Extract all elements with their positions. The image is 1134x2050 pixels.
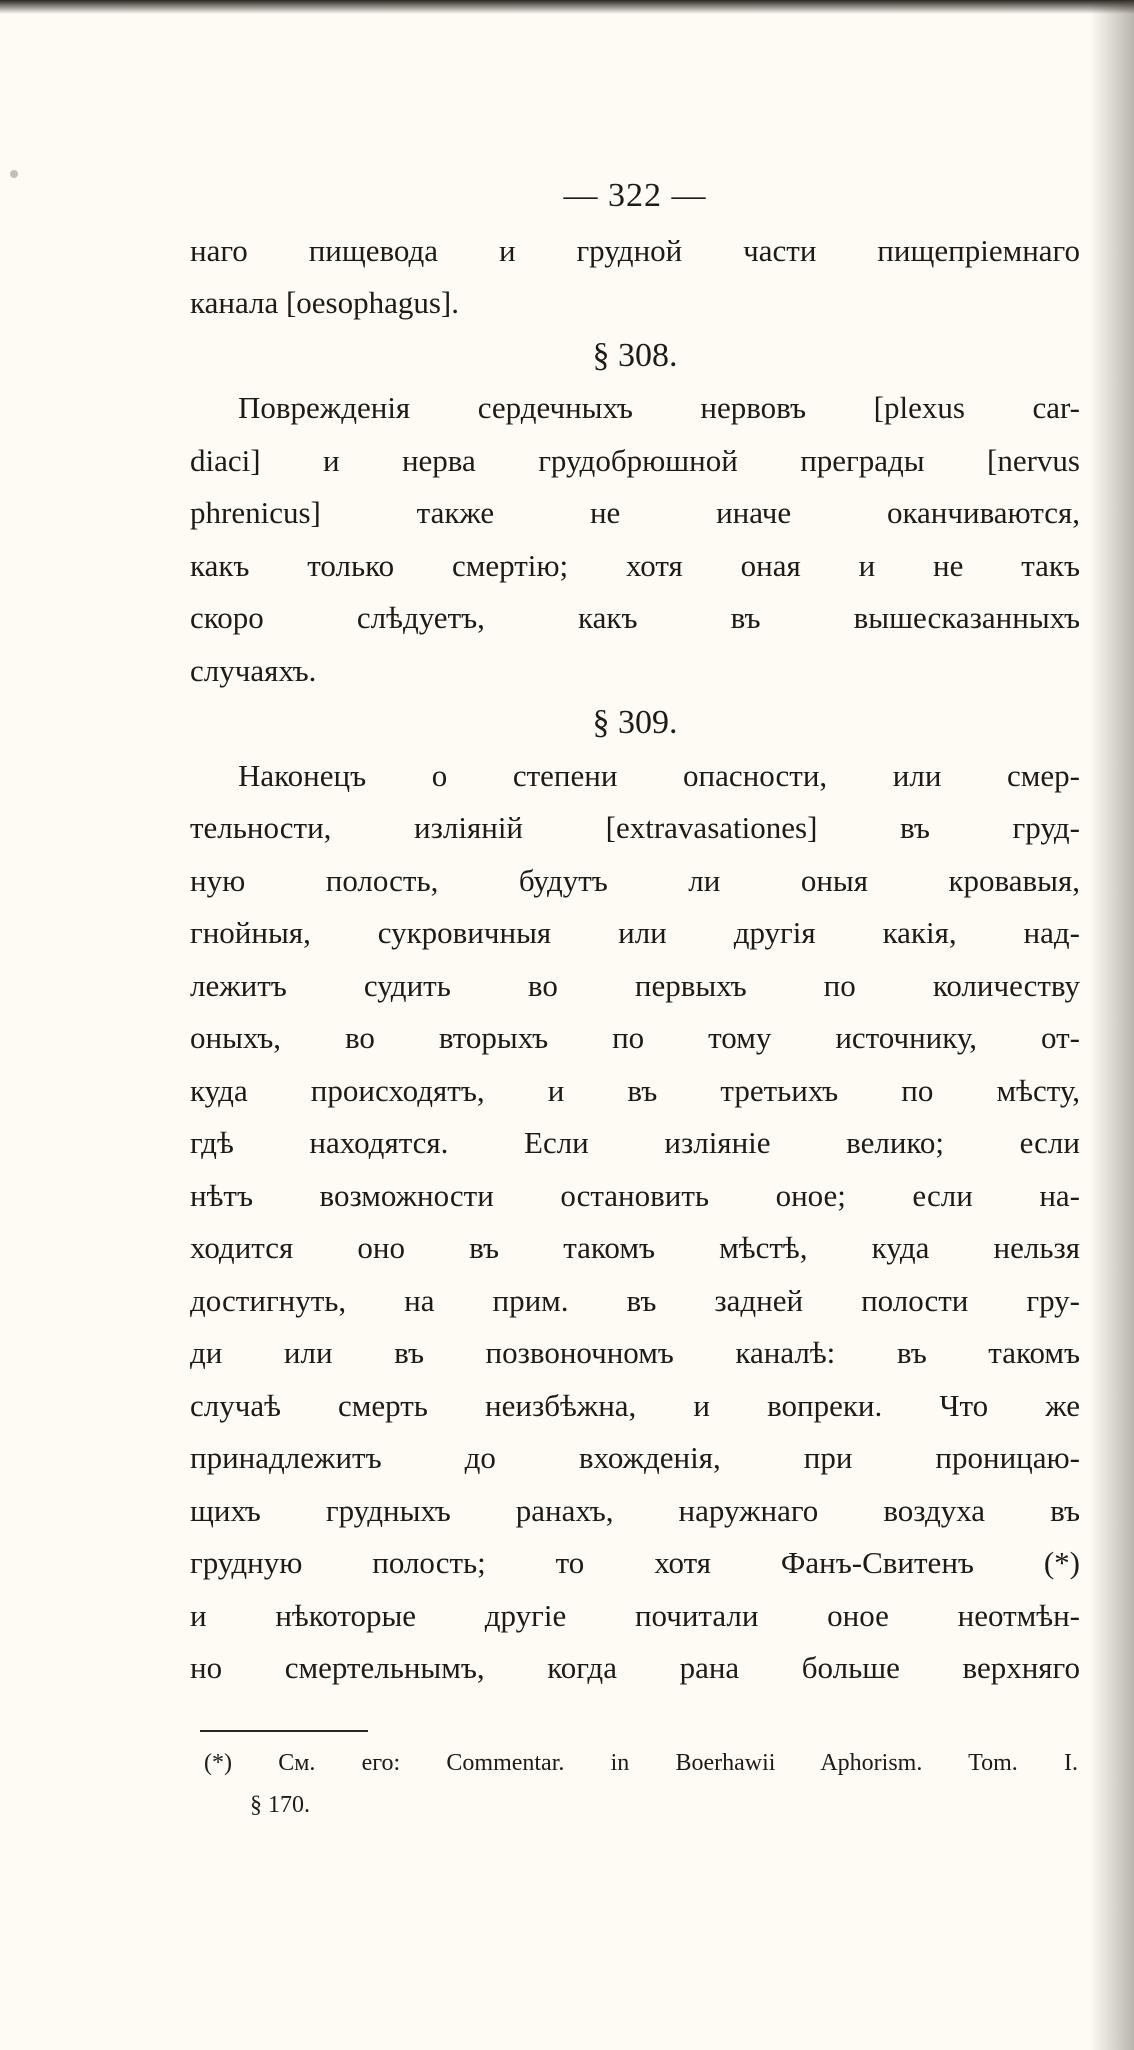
text-line: phrenicus] также не иначе оканчиваются, bbox=[190, 495, 1080, 530]
text-line: ную полость, будутъ ли оныя кровавыя, bbox=[190, 862, 1080, 898]
text-line: нѣтъ возможности остановить оное; если на- bbox=[190, 1177, 1080, 1213]
text-line: оныхъ, во вторыхъ по тому источнику, от- bbox=[190, 1020, 1080, 1055]
footnote-line: (*) См. его: Commentar. in Boerhawii Aphorism. Tom. I. bbox=[204, 1750, 1078, 1776]
section-heading-308: § 308. bbox=[592, 336, 678, 374]
text-line: но смертельнымъ, когда рана больше верхняго bbox=[190, 1650, 1080, 1685]
footnote-line: § 170. bbox=[250, 1792, 310, 1818]
text-line: принадлежитъ до вхожденія, при проницаю- bbox=[190, 1440, 1080, 1475]
text-line: куда происходятъ, и въ третьихъ по мѣсту, bbox=[190, 1072, 1080, 1108]
footnote-divider bbox=[200, 1730, 368, 1732]
text-line: и нѣкоторые другіе почитали оное неотмѣн- bbox=[190, 1597, 1080, 1633]
text-line: какъ только смертію; хотя оная и не такъ bbox=[190, 547, 1080, 583]
text-line: Поврежденія сердечныхъ нервовъ [plexus car- bbox=[238, 390, 1080, 425]
section-heading-309: § 309. bbox=[592, 704, 678, 741]
text-line: гнойныя, сукровичныя или другія какія, над- bbox=[190, 915, 1080, 950]
text-line: лежитъ судить во первыхъ по количеству bbox=[190, 967, 1080, 1003]
text-line: случаѣ смерть неизбѣжна, и вопреки. Что же bbox=[190, 1387, 1080, 1423]
scan-top-shadow bbox=[0, 0, 1134, 14]
text-line: скоро слѣдуетъ, какъ въ вышесказанныхъ bbox=[190, 600, 1080, 635]
text-line: щихъ грудныхъ ранахъ, наружнаго воздуха въ bbox=[190, 1492, 1080, 1528]
text-line: грудную полость; то хотя Фанъ-Свитенъ (*) bbox=[190, 1545, 1080, 1580]
text-line: ходится оно въ такомъ мѣстѣ, куда нельзя bbox=[190, 1230, 1080, 1265]
text-line: случаяхъ. bbox=[190, 652, 317, 688]
text-line: Наконецъ о степени опасности, или смер- bbox=[238, 757, 1080, 793]
body-text bbox=[190, 170, 1080, 1695]
scan-right-shadow bbox=[1090, 0, 1134, 2050]
text-line: ди или въ позвоночномъ каналѣ: въ такомъ bbox=[190, 1335, 1080, 1370]
text-line: гдѣ находятся. Если изліяніе велико; если bbox=[190, 1125, 1080, 1160]
text-line: канала [oesophagus]. bbox=[190, 285, 459, 320]
paper-speck bbox=[10, 170, 18, 178]
page-number: — 322 — bbox=[563, 177, 707, 214]
text-line: достигнуть, на прим. въ задней полости гру- bbox=[190, 1282, 1080, 1318]
text-line: наго пищевода и грудной части пищепріемнаго bbox=[190, 232, 1080, 268]
footnote bbox=[204, 1742, 1078, 1826]
text-line: тельности, изліяній [extravasationes] въ груд- bbox=[190, 810, 1080, 845]
text-line: diaci] и нерва грудобрюшной преграды [nervus bbox=[190, 442, 1080, 478]
